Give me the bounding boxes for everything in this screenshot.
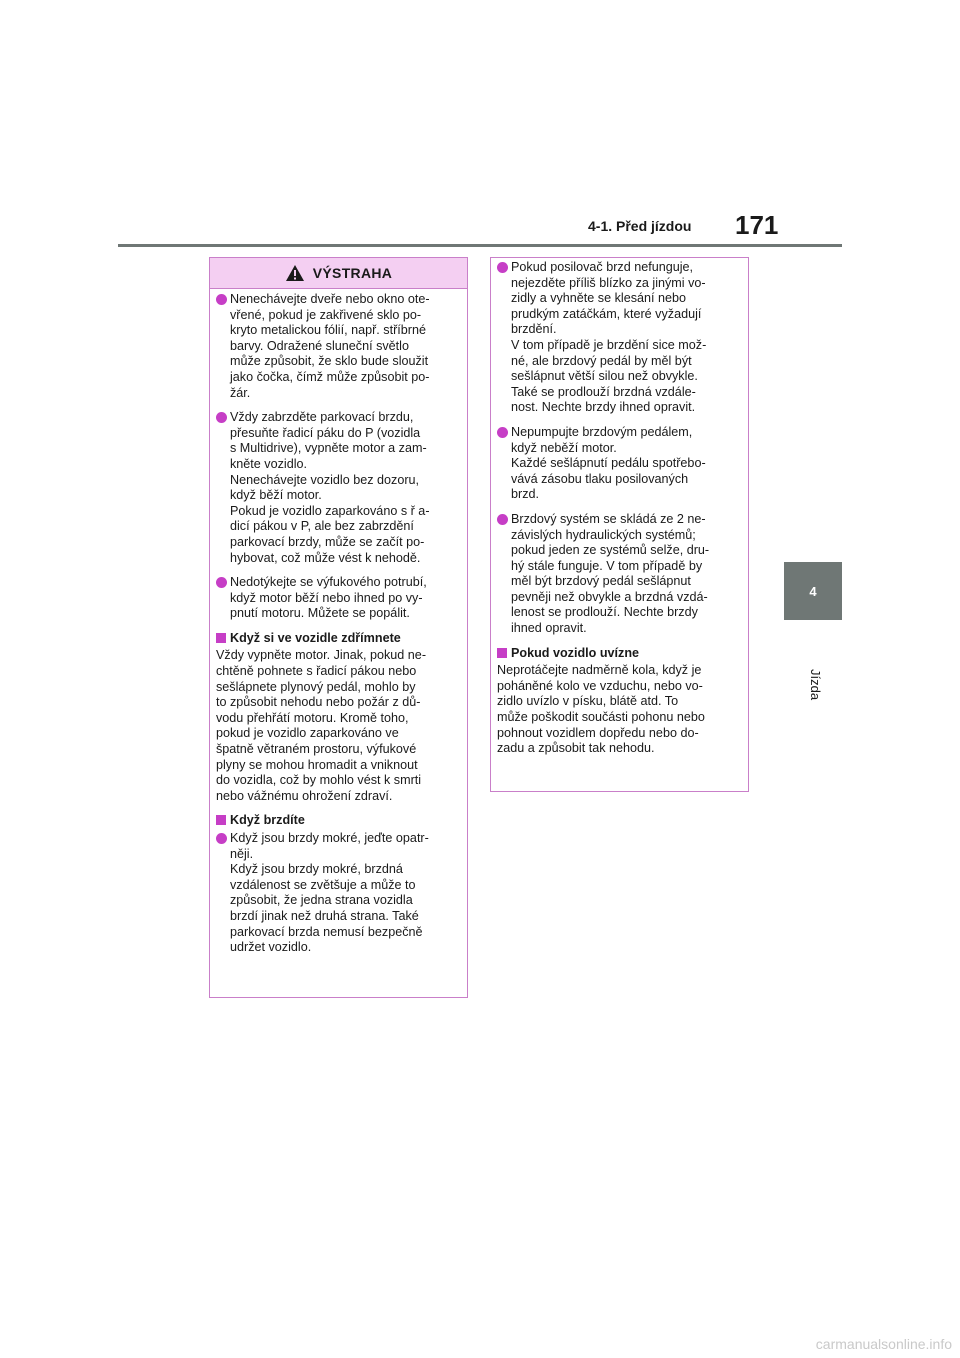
continuation-content	[491, 258, 748, 757]
chapter-tab-label: Jízda	[808, 669, 823, 701]
text-line: chtěně pohnete s řadicí pákou nebo	[216, 664, 417, 679]
text-line: sešlápnete plynový pedál, mohlo by	[216, 679, 416, 694]
text-line: brzd.	[511, 487, 539, 502]
bullet-icon	[216, 294, 227, 305]
text-line: když neběží motor.	[511, 440, 617, 455]
text-line: barvy. Odražené sluneční světlo	[230, 338, 409, 353]
section-heading-text: Když brzdíte	[230, 813, 305, 828]
text-line: zidlo uvízlo v písku, blátě atd. To	[497, 694, 679, 709]
section-heading	[216, 631, 461, 647]
text-line: s Multidrive), vypněte motor a zam-	[230, 441, 427, 456]
text-line: Nenechávejte vozidlo bez dozoru,	[230, 472, 420, 487]
text-line: do vozidla, což by mohlo vést k smrti	[216, 773, 422, 788]
text-line: ihned opravit.	[511, 621, 587, 636]
warning-title: VÝSTRAHA	[312, 265, 393, 281]
text-line: Nepumpujte brzdovým pedálem,	[511, 424, 693, 439]
text-line: Brzdový systém se skládá ze 2 ne-	[511, 511, 706, 526]
bullet-icon	[497, 514, 508, 525]
text-line: kryto metalickou fólií, např. stříbrné	[230, 323, 426, 338]
text-line: měl být brzdový pedál sešlápnut	[511, 574, 691, 589]
footer-watermark: carmanualsonline.info	[815, 1336, 952, 1352]
warning-content	[210, 289, 467, 956]
text-line: sešlápnut větší silou než obvykle.	[511, 369, 698, 384]
text-line: vřené, pokud je zakřivené sklo po-	[230, 307, 422, 322]
section-heading-text: Pokud vozidlo uvízne	[511, 645, 640, 660]
text-line: kněte vozidlo.	[230, 456, 308, 471]
bullet-icon	[216, 577, 227, 588]
text-line: přesuňte řadicí páku do P (vozidla	[230, 425, 421, 440]
text-line: hý stále funguje. V tom případě by	[511, 558, 703, 573]
text-line: Nenechávejte dveře nebo okno ote-	[230, 292, 430, 306]
list-item	[497, 425, 742, 503]
section-heading	[216, 813, 461, 829]
text-line: poháněné kolo ve vzduchu, nebo vo-	[497, 678, 703, 693]
text-line: může způsobit, že sklo bude sloužit	[230, 354, 429, 369]
text-line: pohnout vozidlem dopředu nebo do-	[497, 725, 699, 740]
warning-triangle-icon	[285, 264, 305, 282]
text-line: parkovací brzdy, může se začít po-	[230, 534, 425, 549]
text-line: lenost se prodlouží. Nechte brzdy	[511, 605, 698, 620]
text-line: hybovat, což může vést k nehodě.	[230, 550, 421, 565]
warning-header	[210, 258, 467, 289]
text-line: žár.	[230, 385, 251, 400]
text-line: brzdí jinak než druhá strana. Také	[230, 908, 419, 923]
text-line: Vždy vypněte motor. Jinak, pokud ne-	[216, 648, 427, 663]
text-line: Neprotáčejte nadměrně kola, když je	[497, 663, 702, 678]
text-line: vzdálenost se zvětšuje a může to	[230, 877, 416, 892]
text-line: nejezděte příliš blízko za jinými vo-	[511, 275, 706, 290]
bullet-icon	[497, 427, 508, 438]
text-line: špatně větraném prostoru, výfukové	[216, 742, 417, 757]
text-line: když motor běží nebo ihned po vy-	[230, 590, 423, 605]
text-line: udržet vozidlo.	[230, 940, 312, 955]
text-line: způsobit, že jedna strana vozidla	[230, 893, 413, 908]
text-line: to způsobit nehodu nebo požár z dů-	[216, 695, 421, 710]
square-bullet-icon	[216, 633, 226, 643]
text-line: V tom případě je brzdění sice mož-	[511, 337, 707, 352]
text-line: Pokud posilovač brzd nefunguje,	[511, 260, 694, 274]
text-line: Nedotýkejte se výfukového potrubí,	[230, 575, 427, 590]
list-item	[216, 831, 461, 956]
text-line: dicí pákou v P, ale bez zabrzdění	[230, 519, 414, 534]
list-item	[216, 292, 461, 401]
text-line: zadu a způsobit tak nehodu.	[497, 741, 655, 756]
text-line: Když jsou brzdy mokré, brzdná	[230, 862, 403, 877]
list-item	[497, 512, 742, 637]
page-number: 171	[735, 210, 779, 240]
text-line: jako čočka, čímž může způsobit po-	[230, 369, 430, 384]
list-item	[216, 575, 461, 622]
text-line: vává zásobu tlaku posilovaných	[511, 471, 689, 486]
text-line: Pokud je vozidlo zaparkováno s ř a-	[230, 503, 430, 518]
section-heading	[497, 646, 742, 662]
text-line: né, ale brzdový pedál by měl být	[511, 353, 692, 368]
text-line: zidly a vyhněte se klesání nebo	[511, 291, 687, 306]
chapter-tab: 4	[784, 562, 842, 620]
text-line: něji.	[230, 846, 254, 861]
warning-continuation-box	[490, 257, 749, 792]
text-line: Když jsou brzdy mokré, jeďte opatr-	[230, 831, 429, 845]
square-bullet-icon	[497, 648, 507, 658]
bullet-icon	[497, 262, 508, 273]
square-bullet-icon	[216, 815, 226, 825]
bullet-icon	[216, 833, 227, 844]
text-line: prudkým zatáčkám, které vyžadují	[511, 306, 702, 321]
text-line: vodu přehřátí motoru. Kromě toho,	[216, 710, 409, 725]
paragraph	[216, 648, 461, 804]
text-line: nebo vážnému ohrožení zdraví.	[216, 788, 393, 803]
paragraph	[497, 663, 742, 757]
text-line: nost. Nechte brzdy ihned opravit.	[511, 400, 696, 415]
section-heading-text: Když si ve vozidle zdřímnete	[230, 630, 401, 645]
text-line: brzdění.	[511, 322, 557, 337]
text-line: Každé sešlápnutí pedálu spotřebo-	[511, 456, 706, 471]
header-rule	[118, 244, 842, 247]
text-line: Také se prodlouží brzdná vzdále-	[511, 384, 696, 399]
list-item	[216, 410, 461, 566]
header-section-title: 4-1. Před jízdou	[588, 218, 692, 234]
text-line: když běží motor.	[230, 488, 322, 503]
text-line: závislých hydraulických systémů;	[511, 527, 696, 542]
list-item	[497, 260, 742, 416]
text-line: Vždy zabrzděte parkovací brzdu,	[230, 410, 414, 425]
text-line: pokud jeden ze systémů selže, dru-	[511, 543, 710, 558]
text-line: parkovací brzda nemusí bezpečně	[230, 924, 423, 939]
text-line: může poškodit součásti pohonu nebo	[497, 710, 705, 725]
text-line: plyny se mohou hromadit a vniknout	[216, 757, 418, 772]
bullet-icon	[216, 412, 227, 423]
text-line: pevněji než obvykle a brzdná vzdá-	[511, 589, 708, 604]
text-line: pokud je vozidlo zaparkováno ve	[216, 726, 399, 741]
text-line: pnutí motoru. Můžete se popálit.	[230, 606, 410, 621]
warning-box	[209, 257, 468, 998]
